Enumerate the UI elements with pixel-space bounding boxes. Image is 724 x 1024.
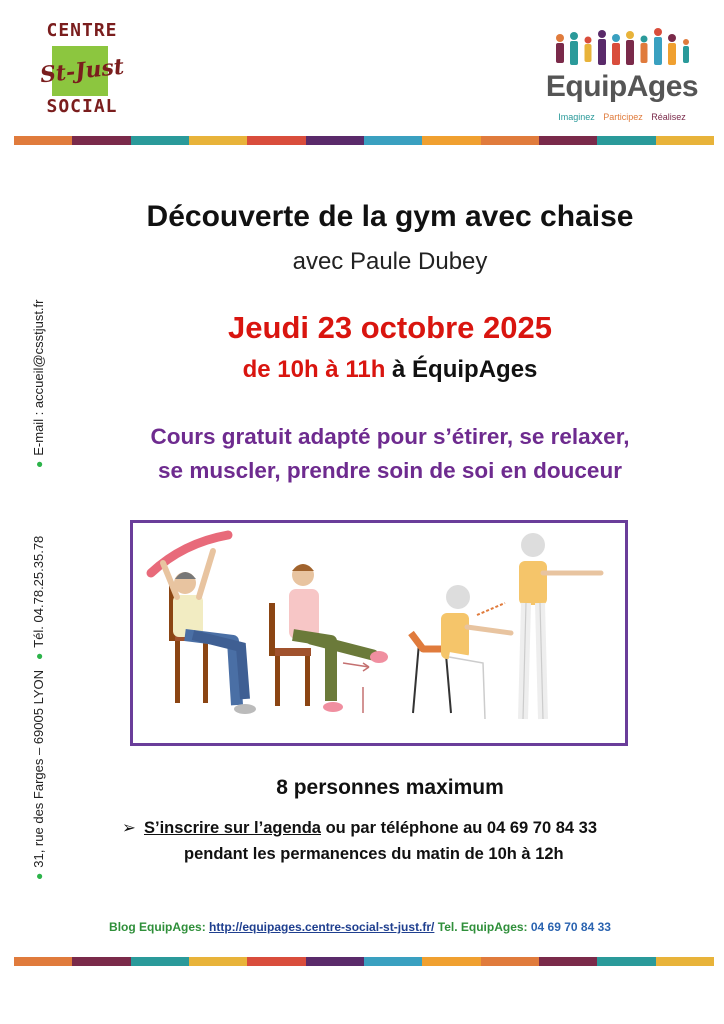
contact-strip [26,170,50,880]
phone-text: Tél. 04.78.25.35.78 [30,535,46,648]
agenda-link[interactable]: S’inscrire sur l’agenda [144,819,321,837]
event-time: de 10h à 11h [242,356,386,383]
green-dot-icon: ● [31,872,46,880]
event-place: à ÉquipAges [392,356,538,383]
green-dot-icon: ● [31,460,46,468]
green-dot-icon: ● [31,652,46,660]
signup-info [122,815,682,867]
centre-social-logo [30,20,134,124]
event-time-place [110,356,670,384]
event-subtitle: avec Paule Dubey [292,248,488,275]
people-silhouettes-icon [546,26,696,70]
event-date: Jeudi 23 octobre 2025 [228,310,552,345]
tel-value: 04 69 70 84 33 [530,920,611,934]
event-title: Découverte de la gym avec chaise [146,200,634,233]
equipages-tagline [536,112,708,122]
address-text: 31, rue des Farges – 69005 LYON [30,669,46,868]
equipages-logo [536,26,708,130]
color-stripe-top [14,136,714,145]
blog-link[interactable]: http://equipages.centre-social-st-just.fr/ [209,920,435,934]
figure-stretching-icon [151,535,256,714]
email-text: E-mail : accueil@csstjust.fr [30,299,46,456]
description-line-2: se muscler, prendre soin de soi en douceur [158,458,622,483]
signup-phone-text: ou par téléphone au 04 69 70 84 33 [321,819,598,837]
logo-line-stjust: St-Just [38,53,126,89]
tagline-participez: Participez [603,112,643,122]
signup-hours-text: pendant les permanences du matin de 10h à 12h [184,845,564,863]
tagline-imaginez: Imaginez [558,112,595,122]
color-stripe-bottom [14,957,714,966]
capacity-text: 8 personnes maximum [276,776,504,799]
equipages-logo-name: EquipAges [545,70,699,103]
exercise-figures-icon [133,523,625,743]
arrowhead-bullet-icon: ➢ [122,819,136,837]
tel-label: Tel. EquipAges: [437,920,531,934]
footer [40,920,680,934]
tagline-realisez: Réalisez [651,112,686,122]
logo-line-centre: CENTRE [46,20,118,41]
description-line-1: Cours gratuit adapté pour s’étirer, se relaxer, [150,424,630,449]
event-description [110,420,670,488]
logo-line-social: SOCIAL [46,96,118,117]
figure-leg-raise-icon [269,564,388,713]
chair-exercise-illustration [130,520,628,746]
blog-label: Blog EquipAges: [109,920,210,934]
figure-sit-to-stand-icon [411,533,601,719]
